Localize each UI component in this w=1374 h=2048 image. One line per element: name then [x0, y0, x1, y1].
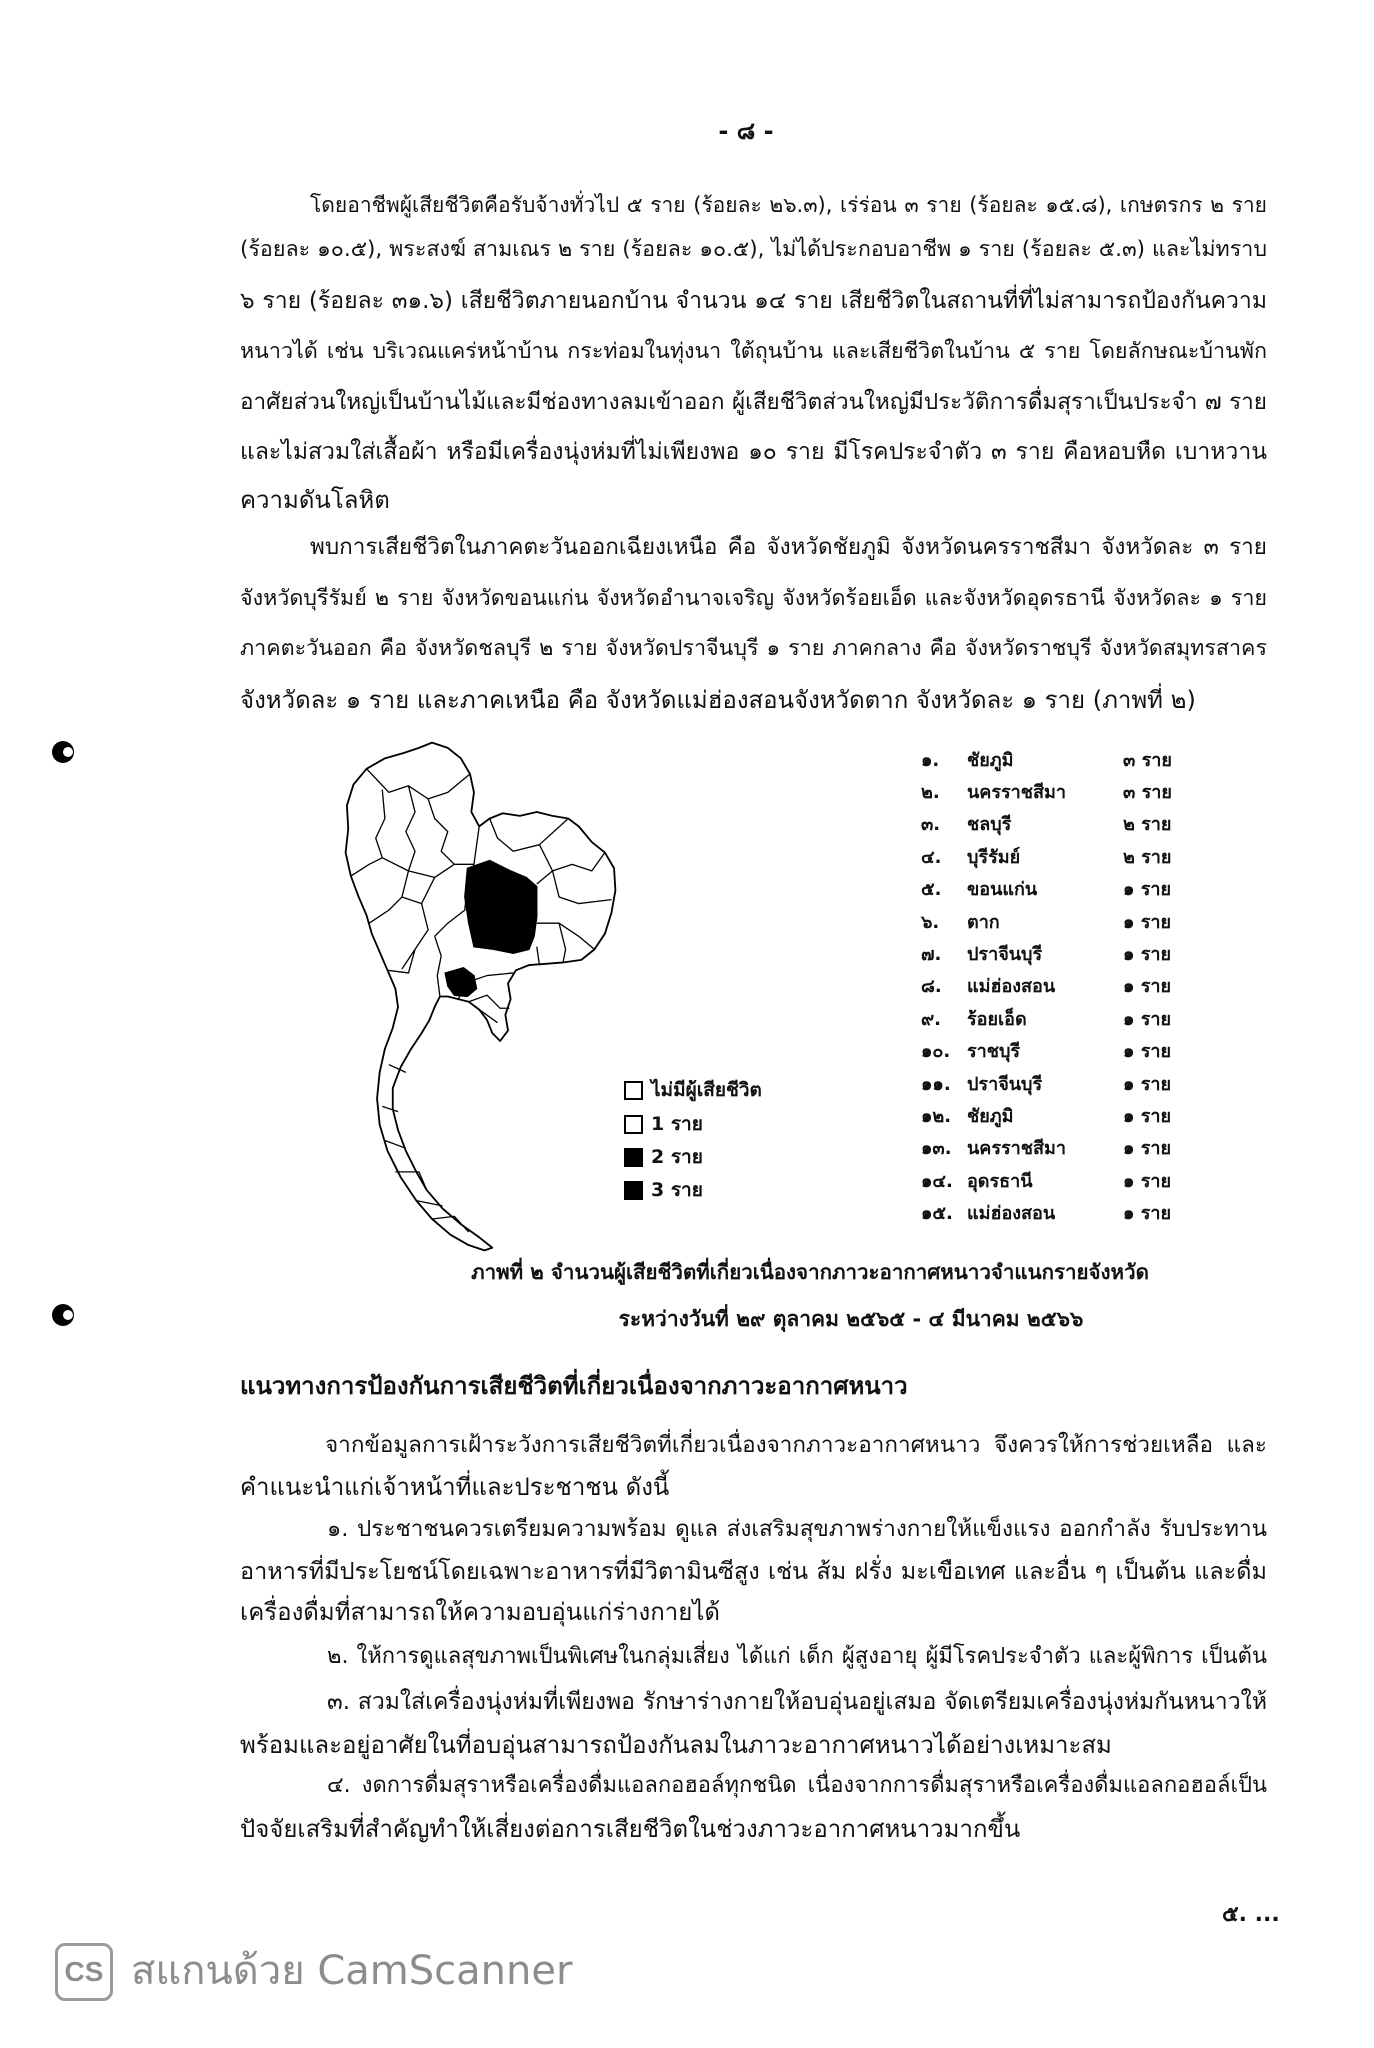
guideline-item-line: ๑. ประชาชนควรเตรียมความพร้อม ดูแล ส่งเสริมสุขภาพร่างกายให้แข็งแรง ออกกำลัง รับประทาน: [327, 1516, 1267, 1542]
province-death-list: [915, 743, 1215, 1229]
legend-item: [624, 1175, 891, 1205]
list-item-count: ๑ ราย: [1123, 879, 1172, 901]
list-item-province: ตาก: [967, 911, 1000, 933]
list-item-province: นครราชสีมา: [967, 1138, 1066, 1160]
map-country-outline: [346, 743, 616, 1251]
list-item: [915, 808, 1215, 840]
list-item-count: ๒ ราย: [1123, 846, 1172, 868]
section-heading: แนวทางการป้องกันการเสียชีวิตที่เกี่ยวเนื่องจากภาวะอากาศหนาว: [240, 1372, 908, 1400]
list-item: [915, 1164, 1215, 1196]
legend-label: 2 ราย: [651, 1146, 703, 1168]
page-number: - ๘ -: [718, 117, 774, 145]
body-text-line: จังหวัดละ ๑ ราย และภาคเหนือ คือ จังหวัดแม่ฮ่องสอนจังหวัดตาก จังหวัดละ ๑ ราย (ภาพที่ ๒): [240, 686, 1196, 714]
legend-label: 3 ราย: [651, 1179, 703, 1201]
list-item-count: ๓ ราย: [1123, 749, 1172, 771]
figure-caption-date-range: ระหว่างวันที่ ๒๙ ตุลาคม ๒๕๖๕ - ๔ มีนาคม ๒๕๖๖: [618, 1307, 1084, 1331]
legend-item: [624, 1142, 891, 1172]
thailand-province-map: [343, 740, 618, 1253]
legend-swatch: [624, 1115, 643, 1134]
list-item: [915, 1132, 1215, 1164]
guideline-item-line: ๓. สวมใส่เครื่องนุ่งห่มที่เพียงพอ รักษาร่างกายให้อบอุ่นอยู่เสมอ จัดเตรียมเครื่องนุ่งห่มกันหนาวให้: [327, 1689, 1267, 1715]
camscanner-watermark-text: สแกนด้วย CamScanner: [131, 1948, 573, 1994]
list-item-number: ๘.: [921, 976, 942, 998]
list-item: [915, 937, 1215, 969]
list-item-number: ๑๒.: [921, 1105, 952, 1127]
list-item-count: ๑ ราย: [1123, 1105, 1172, 1127]
body-text-line: ความดันโลหิต: [240, 486, 390, 514]
body-text-line: คำแนะนำแก่เจ้าหน้าที่และประชาชน ดังนี้: [240, 1473, 670, 1501]
list-item-count: ๑ ราย: [1123, 1170, 1172, 1192]
list-item-province: ปราจีนบุรี: [967, 944, 1043, 966]
body-text-line: และไม่สวมใส่เสื้อผ้า หรือมีเครื่องนุ่งห่มที่ไม่เพียงพอ ๑๐ ราย มีโรคประจำตัว ๓ ราย คือหอบหืด เบาหวาน: [240, 439, 1267, 465]
list-item-province: ขอนแก่น: [967, 879, 1038, 901]
list-item: [915, 1067, 1215, 1099]
list-item-count: ๑ ราย: [1123, 1073, 1172, 1095]
list-item-number: ๒.: [921, 782, 940, 804]
list-item-province: ร้อยเอ็ด: [967, 1008, 1027, 1030]
body-text-line: ๖ ราย (ร้อยละ ๓๑.๖) เสียชีวิตภายนอกบ้าน จำนวน ๑๔ ราย เสียชีวิตในสถานที่ที่ไม่สามารถป้องกันความ: [240, 288, 1267, 314]
list-item-count: ๑ ราย: [1123, 1138, 1172, 1160]
list-item: [915, 873, 1215, 905]
list-item-number: ๑๐.: [921, 1041, 951, 1063]
punch-hole-mark: [52, 1304, 74, 1326]
legend-swatch: [624, 1081, 643, 1100]
legend-label: 1 ราย: [651, 1113, 703, 1135]
list-item: [915, 775, 1215, 807]
guideline-item-line: ปัจจัยเสริมที่สำคัญทำให้เสี่ยงต่อการเสียชีวิตในช่วงภาวะอากาศหนาวมากขึ้น: [240, 1815, 1021, 1843]
list-item: [915, 743, 1215, 775]
list-item-count: ๑ ราย: [1123, 1041, 1172, 1063]
list-item: [915, 905, 1215, 937]
legend-item: [624, 1075, 891, 1105]
list-item-province: ชลบุรี: [967, 814, 1012, 836]
body-text-line: จังหวัดบุรีรัมย์ ๒ ราย จังหวัดขอนแก่น จังหวัดอำนาจเจริญ จังหวัดร้อยเอ็ด และจังหวัดอุดรธานี จังหวัดละ ๑ ราย: [240, 586, 1267, 611]
list-item-province: ชัยภูมิ: [967, 749, 1014, 771]
list-item: [915, 1002, 1215, 1034]
list-item-number: ๖.: [921, 911, 940, 933]
list-item: [915, 1035, 1215, 1067]
list-item-number: ๑๔.: [921, 1170, 953, 1192]
list-item-count: ๒ ราย: [1123, 814, 1172, 836]
list-item: [915, 970, 1215, 1002]
list-item-number: ๗.: [921, 944, 942, 966]
list-item: [915, 1196, 1215, 1228]
body-text-line: หนาวได้ เช่น บริเวณแคร่หน้าบ้าน กระท่อมในทุ่งนา ใต้ถุนบ้าน และเสียชีวิตในบ้าน ๕ ราย โดยลักษณะบ้านพัก: [240, 339, 1267, 364]
list-item-count: ๑ ราย: [1123, 976, 1172, 998]
list-item-province: แม่ฮ่องสอน: [967, 1203, 1056, 1225]
list-item-count: ๑ ราย: [1123, 911, 1172, 933]
list-item-province: แม่ฮ่องสอน: [967, 976, 1056, 998]
next-page-marker: ๕. ...: [1222, 1902, 1280, 1927]
list-item-number: ๙.: [921, 1008, 942, 1030]
list-item-province: อุดรธานี: [967, 1170, 1033, 1192]
list-item: [915, 840, 1215, 872]
list-item-number: ๑๓.: [921, 1138, 952, 1160]
guideline-item-line: เครื่องดื่มที่สามารถให้ความอบอุ่นแก่ร่างกายได้: [240, 1598, 720, 1626]
list-item-number: ๑๑.: [921, 1073, 951, 1095]
body-text-line: จากข้อมูลการเฝ้าระวังการเสียชีวิตที่เกี่ยวเนื่องจากภาวะอากาศหนาว จึงควรให้การช่วยเหลือ และ: [325, 1432, 1267, 1458]
guideline-item-line: อาหารที่มีประโยชน์โดยเฉพาะอาหารที่มีวิตามินซีสูง เช่น ส้ม ฝรั่ง มะเขือเทศ และอื่น ๆ เป็นต้น และดื่ม: [240, 1557, 1267, 1585]
legend-item: [624, 1109, 891, 1139]
guideline-item-line: พร้อมและอยู่อาศัยในที่อบอุ่นสามารถป้องกันลมในภาวะอากาศหนาวได้อย่างเหมาะสม: [240, 1731, 1112, 1759]
camscanner-logo-icon: CS: [55, 1943, 113, 2001]
list-item-number: ๑.: [921, 749, 940, 771]
list-item-number: ๔.: [921, 846, 942, 868]
legend-label: ไม่มีผู้เสียชีวิต: [651, 1079, 762, 1101]
figure-caption: ภาพที่ ๒ จำนวนผู้เสียชีวิตที่เกี่ยวเนื่องจากภาวะอากาศหนาวจำแนกรายจังหวัด: [471, 1260, 1149, 1284]
body-text-line: โดยอาชีพผู้เสียชีวิตคือรับจ้างทั่วไป ๕ ราย (ร้อยละ ๒๖.๓), เร่ร่อน ๓ ราย (ร้อยละ ๑๕.๘), เกษตรกร ๒ ราย: [310, 193, 1267, 217]
list-item-number: ๓.: [921, 814, 941, 836]
legend-swatch: [624, 1148, 643, 1167]
punch-hole-mark: [52, 741, 74, 763]
list-item-number: ๑๕.: [921, 1203, 953, 1225]
body-text-line: พบการเสียชีวิตในภาคตะวันออกเฉียงเหนือ คือ จังหวัดชัยภูมิ จังหวัดนครราชสีมา จังหวัดละ ๓ ราย: [310, 534, 1267, 560]
legend-swatch: [624, 1181, 643, 1200]
list-item-count: ๑ ราย: [1123, 1203, 1172, 1225]
list-item-count: ๑ ราย: [1123, 1008, 1172, 1030]
list-item-count: ๑ ราย: [1123, 944, 1172, 966]
list-item-province: บุรีรัมย์: [967, 846, 1021, 868]
list-item-province: นครราชสีมา: [967, 782, 1066, 804]
guideline-item-line: ๔. งดการดื่มสุราหรือเครื่องดื่มแอลกอฮอล์ทุกชนิด เนื่องจากการดื่มสุราหรือเครื่องดื่มแอลกอฮอล์เป็น: [327, 1773, 1267, 1798]
list-item-province: ปราจีนบุรี: [967, 1073, 1043, 1095]
body-text-line: (ร้อยละ ๑๐.๕), พระสงฆ์ สามเณร ๒ ราย (ร้อยละ ๑๐.๕), ไม่ได้ประกอบอาชีพ ๑ ราย (ร้อยละ ๕.๓) และไม่ทราบ: [240, 237, 1267, 262]
guideline-item-line: ๒. ให้การดูแลสุขภาพเป็นพิเศษในกลุ่มเสี่ยง ได้แก่ เด็ก ผู้สูงอายุ ผู้มีโรคประจำตัว และผู้พิการ เป็นต้น: [327, 1644, 1267, 1669]
list-item: [915, 1099, 1215, 1131]
list-item-province: ราชบุรี: [967, 1041, 1021, 1063]
body-text-line: อาศัยส่วนใหญ่เป็นบ้านไม้และมีช่องทางลมเข้าออก ผู้เสียชีวิตส่วนใหญ่มีประวัติการดื่มสุราเป็นประจำ ๗ ราย: [240, 389, 1267, 415]
body-text-line: ภาคตะวันออก คือ จังหวัดชลบุรี ๒ ราย จังหวัดปราจีนบุรี ๑ ราย ภาคกลาง คือ จังหวัดราชบุรี จังหวัดสมุทรสาคร: [240, 636, 1267, 661]
list-item-province: ชัยภูมิ: [967, 1105, 1014, 1127]
list-item-count: ๓ ราย: [1123, 782, 1172, 804]
list-item-number: ๕.: [921, 879, 942, 901]
